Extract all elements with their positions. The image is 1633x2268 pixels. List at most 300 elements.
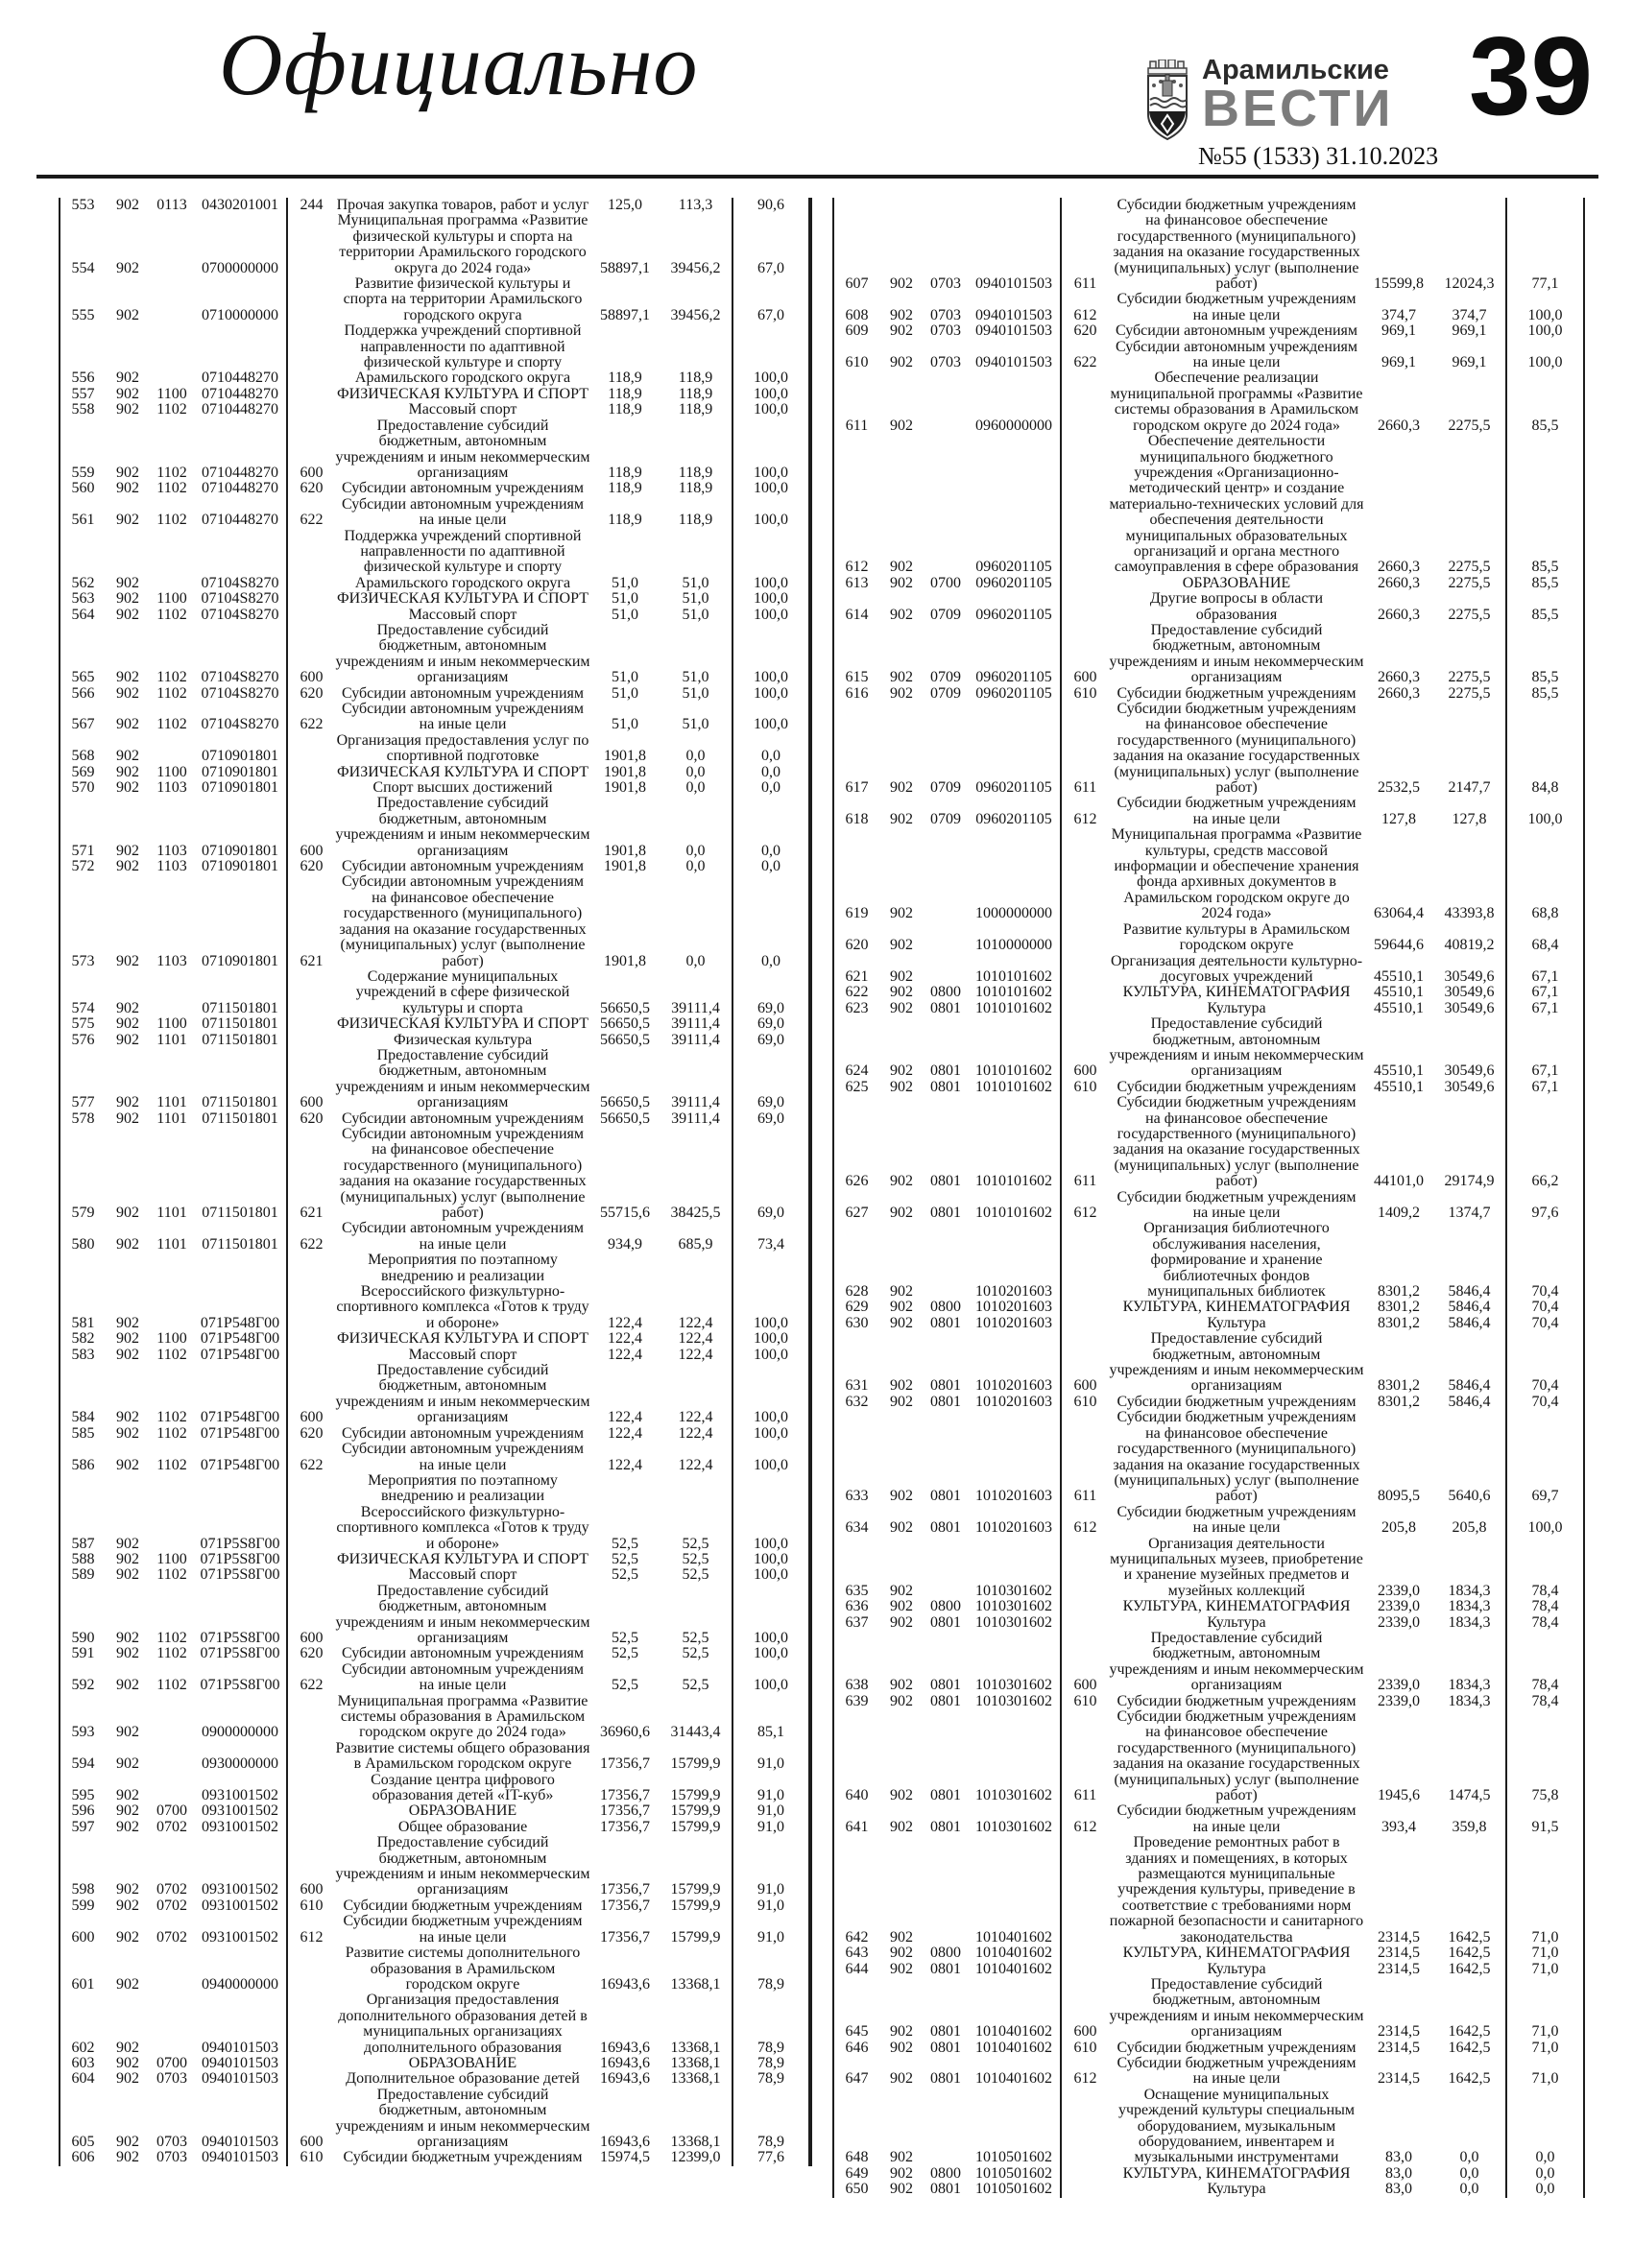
execution-percent-cell: 67,1 bbox=[1506, 1001, 1584, 1016]
table-row bbox=[833, 1300, 1584, 1315]
expense-type-cell: 620 bbox=[1061, 323, 1109, 339]
section-code-cell: 1102 bbox=[156, 480, 187, 497]
target-article-cell: 1010401602 bbox=[975, 1945, 1052, 1962]
expense-type-cell bbox=[287, 1348, 335, 1363]
execution-percent-cell: 85,5 bbox=[1506, 434, 1584, 576]
approved-amount-cell: 8301,2 bbox=[1378, 1299, 1420, 1316]
table-row bbox=[60, 1567, 810, 1583]
table-row bbox=[60, 402, 810, 418]
approved-amount-cell: 374,7 bbox=[1381, 306, 1416, 323]
row-number-cell: 564 bbox=[71, 606, 95, 623]
expense-type-cell bbox=[287, 529, 335, 592]
row-number-cell: 616 bbox=[845, 684, 869, 702]
coat-of-arms-icon bbox=[1144, 60, 1192, 142]
table-row bbox=[833, 922, 1584, 954]
row-number-cell: 622 bbox=[845, 984, 869, 1001]
row-number-cell: 596 bbox=[71, 1802, 95, 1820]
expense-name-cell: Обеспечение деятельности муниципального бюджетного учреждения «Организационно-методический центр» и создание материально-технических условий для обеспечения деятельности муниципальных образовательных организаций и органа местного самоуправления в сфере образования bbox=[1109, 433, 1364, 576]
executed-amount-cell: 122,4 bbox=[678, 1346, 713, 1363]
execution-percent-cell: 77,1 bbox=[1506, 198, 1584, 292]
execution-percent-cell: 100,0 bbox=[732, 1552, 810, 1567]
approved-amount-cell: 58897,1 bbox=[600, 306, 650, 323]
row-number-cell: 562 bbox=[71, 574, 95, 591]
executed-amount-cell: 205,8 bbox=[1452, 1519, 1487, 1537]
execution-percent-cell: 100,0 bbox=[732, 608, 810, 623]
executed-amount-cell: 15799,9 bbox=[670, 1928, 721, 1946]
executed-amount-cell: 39111,4 bbox=[671, 1094, 720, 1111]
execution-percent-cell: 78,4 bbox=[1506, 1631, 1584, 1694]
execution-percent-cell: 78,4 bbox=[1506, 1615, 1584, 1631]
row-number-cell: 610 bbox=[845, 354, 869, 371]
target-article-cell: 0710448270 bbox=[202, 480, 278, 497]
expense-type-cell: 600 bbox=[287, 1048, 335, 1111]
target-article-cell: 0710901801 bbox=[202, 952, 278, 969]
approved-amount-cell: 16943,6 bbox=[600, 2039, 650, 2056]
target-article-cell: 0931001502 bbox=[202, 1802, 278, 1820]
section-code-cell: 0700 bbox=[156, 2054, 187, 2071]
row-number-cell: 635 bbox=[845, 1582, 869, 1599]
grbs-code-cell: 902 bbox=[116, 1409, 139, 1426]
expense-type-cell bbox=[1061, 591, 1109, 623]
expense-name-cell: Мероприятия по поэтапному внедрению и реализации Всероссийского физкультурно-спортивного комплекса «Готов к труду и обороне» bbox=[336, 1471, 589, 1552]
approved-amount-cell: 2660,3 bbox=[1378, 669, 1420, 686]
expense-name-cell: Оснащение муниципальных учреждений культуры специальным оборудованием, музыкальным оборудованием, инвентарем и музыкальными инструментами bbox=[1117, 2086, 1356, 2166]
table-row bbox=[833, 796, 1584, 827]
grbs-code-cell: 902 bbox=[116, 401, 139, 418]
expense-type-cell: 612 bbox=[1061, 1803, 1109, 1835]
grbs-code-cell: 902 bbox=[116, 2070, 139, 2088]
expense-name-cell: Организация деятельности культурно-досуговых учреждений bbox=[1110, 952, 1363, 985]
execution-percent-cell: 66,2 bbox=[1506, 1095, 1584, 1189]
execution-percent-cell: 100,0 bbox=[732, 686, 810, 702]
executed-amount-cell: 122,4 bbox=[678, 1424, 713, 1442]
approved-amount-cell: 58897,1 bbox=[600, 259, 650, 276]
expense-type-cell: 611 bbox=[1061, 1095, 1109, 1189]
executed-amount-cell: 2275,5 bbox=[1448, 574, 1491, 591]
table-row bbox=[60, 591, 810, 607]
target-article-cell: 0711501801 bbox=[202, 1205, 278, 1221]
expense-name-cell: Культура bbox=[1207, 1613, 1266, 1631]
executed-amount-cell: 2275,5 bbox=[1448, 669, 1491, 686]
executed-amount-cell: 51,0 bbox=[682, 574, 709, 591]
section-code-cell bbox=[150, 1741, 194, 1773]
expense-name-cell: Субсидии бюджетным учреждениям на финансовое обеспечение государственного (муниципального) задания на оказание государственных (муниципальных) услуг (выполнение работ) bbox=[1113, 197, 1360, 293]
expense-name-cell: Культура bbox=[1207, 1960, 1266, 1977]
executed-amount-cell: 1834,3 bbox=[1448, 1677, 1491, 1694]
section-code-cell: 0801 bbox=[930, 1519, 961, 1537]
table-row bbox=[60, 497, 810, 529]
row-number-cell: 613 bbox=[845, 574, 869, 591]
executed-amount-cell: 1474,5 bbox=[1448, 1787, 1491, 1804]
expense-type-cell bbox=[287, 608, 335, 623]
row-number-cell: 591 bbox=[71, 1645, 95, 1662]
section-code-cell: 1102 bbox=[156, 512, 187, 529]
table-row bbox=[60, 1914, 810, 1946]
target-article-cell: 0960201105 bbox=[975, 684, 1052, 702]
row-number-cell: 558 bbox=[71, 401, 95, 418]
expense-name-cell: Массовый спорт bbox=[408, 401, 517, 418]
section-code-cell: 1102 bbox=[156, 1456, 187, 1473]
executed-amount-cell: 118,9 bbox=[678, 385, 713, 402]
target-article-cell: 1000000000 bbox=[975, 905, 1052, 922]
executed-amount-cell: 12024,3 bbox=[1444, 275, 1495, 293]
section-code-cell: 0801 bbox=[930, 1314, 961, 1331]
target-article-cell: 07104S8270 bbox=[201, 590, 279, 608]
target-article-cell: 0711501801 bbox=[202, 1110, 278, 1127]
row-number-cell: 644 bbox=[845, 1960, 869, 1977]
target-article-cell: 0940101503 bbox=[975, 354, 1052, 371]
section-code-cell: 0700 bbox=[156, 1802, 187, 1820]
target-article-cell: 07104S8270 bbox=[201, 606, 279, 623]
row-number-cell: 555 bbox=[71, 306, 95, 323]
grbs-code-cell: 902 bbox=[890, 1787, 913, 1804]
section-code-cell: 1103 bbox=[156, 952, 187, 969]
execution-percent-cell: 100,0 bbox=[732, 418, 810, 482]
executed-amount-cell: 0,0 bbox=[685, 748, 706, 765]
section-code-cell: 0709 bbox=[930, 684, 961, 702]
grbs-code-cell: 902 bbox=[890, 1205, 913, 1221]
row-number-cell: 590 bbox=[71, 1629, 95, 1646]
section-code-cell: 0801 bbox=[930, 1960, 961, 1977]
row-number-cell: 570 bbox=[71, 779, 95, 797]
expense-name-cell: ФИЗИЧЕСКАЯ КУЛЬТУРА И СПОРТ bbox=[337, 1330, 588, 1348]
expense-name-cell: Предоставление субсидий бюджетным, автономным учреждениям и иным некоммерческим организациям bbox=[1109, 1015, 1364, 1080]
expense-name-cell: Мероприятия по поэтапному внедрению и реализации Всероссийского физкультурно-спортивного комплекса «Готов к труду и обороне» bbox=[336, 1252, 589, 1331]
target-article-cell: 1010301602 bbox=[975, 1692, 1052, 1709]
grbs-code-cell: 902 bbox=[116, 1550, 139, 1567]
row-number-cell: 576 bbox=[71, 1031, 95, 1048]
expense-name-cell: Субсидии автономным учреждениям на иные цели bbox=[341, 495, 585, 529]
target-article-cell: 07104S8270 bbox=[201, 669, 279, 686]
target-article-cell: 0940101503 bbox=[202, 2039, 278, 2056]
expense-name-cell: Субсидии бюджетным учреждениям bbox=[1117, 2039, 1357, 2056]
executed-amount-cell: 2275,5 bbox=[1448, 684, 1491, 702]
executed-amount-cell: 2275,5 bbox=[1448, 417, 1491, 434]
execution-percent-cell: 85,5 bbox=[1506, 591, 1584, 623]
executed-amount-cell: 52,5 bbox=[682, 1550, 709, 1567]
execution-percent-cell: 70,4 bbox=[1506, 1316, 1584, 1331]
executed-amount-cell: 118,9 bbox=[678, 370, 713, 387]
executed-amount-cell: 52,5 bbox=[682, 1677, 709, 1694]
executed-amount-cell: 30549,6 bbox=[1444, 984, 1495, 1001]
execution-percent-cell: 84,8 bbox=[1506, 702, 1584, 796]
grbs-code-cell: 902 bbox=[890, 1818, 913, 1835]
expense-type-cell: 612 bbox=[1061, 1190, 1109, 1222]
table-row bbox=[833, 623, 1584, 686]
table-row bbox=[60, 1773, 810, 1804]
expense-type-cell bbox=[1061, 2182, 1109, 2197]
section-code-cell: 1102 bbox=[156, 1346, 187, 1363]
expense-name-cell: Содержание муниципальных учреждений в сфере физической культуры и спорта bbox=[355, 967, 570, 1016]
approved-amount-cell: 52,5 bbox=[612, 1677, 638, 1694]
section-code-cell: 1102 bbox=[156, 1409, 187, 1426]
expense-type-cell: 600 bbox=[287, 623, 335, 686]
grbs-code-cell: 902 bbox=[890, 669, 913, 686]
execution-percent-cell: 67,1 bbox=[1506, 985, 1584, 1000]
table-row bbox=[60, 1662, 810, 1694]
execution-percent-cell: 67,1 bbox=[1506, 954, 1584, 986]
row-number-cell: 625 bbox=[845, 1078, 869, 1095]
approved-amount-cell: 2660,3 bbox=[1378, 417, 1420, 434]
approved-amount-cell: 83,0 bbox=[1385, 2149, 1412, 2166]
grbs-code-cell: 902 bbox=[890, 306, 913, 323]
execution-percent-cell: 69,0 bbox=[732, 1111, 810, 1127]
section-code-cell: 0800 bbox=[930, 2164, 961, 2182]
expense-name-cell: Организация предоставления услуг по спортивной подготовке bbox=[336, 731, 589, 765]
row-number-cell: 593 bbox=[71, 1724, 95, 1741]
target-article-cell: 0960201105 bbox=[975, 810, 1052, 827]
section-code-cell bbox=[150, 733, 194, 765]
expense-name-cell: Предоставление субсидий бюджетным, автономным учреждениям и иным некоммерческим организациям bbox=[335, 2086, 590, 2150]
executed-amount-cell: 15799,9 bbox=[670, 1881, 721, 1898]
execution-percent-cell: 70,4 bbox=[1506, 1221, 1584, 1300]
expense-type-cell: 610 bbox=[1061, 1080, 1109, 1095]
row-number-cell: 624 bbox=[845, 1062, 869, 1080]
table-row bbox=[60, 213, 810, 276]
approved-amount-cell: 17356,7 bbox=[600, 1881, 650, 1898]
expense-type-cell: 620 bbox=[287, 1111, 335, 1127]
executed-amount-cell: 969,1 bbox=[1452, 354, 1487, 371]
executed-amount-cell: 15799,9 bbox=[670, 1802, 721, 1820]
executed-amount-cell: 13368,1 bbox=[670, 2133, 721, 2150]
grbs-code-cell: 902 bbox=[116, 1881, 139, 1898]
table-row bbox=[60, 1803, 810, 1819]
expense-name-cell: Поддержка учреждений спортивной направленности по адаптивной физической культуре и спорту Арамильского городского округа bbox=[344, 527, 582, 591]
execution-percent-cell: 70,4 bbox=[1506, 1395, 1584, 1410]
execution-percent-cell: 0,0 bbox=[1506, 2088, 1584, 2166]
section-code-cell: 1102 bbox=[156, 669, 187, 686]
row-number-cell: 599 bbox=[71, 1897, 95, 1914]
expense-type-cell bbox=[1061, 1962, 1109, 1977]
row-number-cell: 633 bbox=[845, 1488, 869, 1505]
execution-percent-cell: 71,0 bbox=[1506, 2041, 1584, 2056]
target-article-cell: 071P548Г00 bbox=[200, 1346, 280, 1363]
approved-amount-cell: 51,0 bbox=[612, 574, 638, 591]
table-row bbox=[60, 198, 810, 213]
newspaper-name bbox=[1202, 55, 1394, 137]
grbs-code-cell: 902 bbox=[890, 905, 913, 922]
expense-type-cell: 622 bbox=[1061, 340, 1109, 371]
approved-amount-cell: 51,0 bbox=[612, 590, 638, 608]
execution-percent-cell: 100,0 bbox=[1506, 323, 1584, 339]
section-code-cell: 0801 bbox=[930, 1078, 961, 1095]
grbs-code-cell: 902 bbox=[116, 842, 139, 859]
execution-percent-cell: 69,0 bbox=[732, 1048, 810, 1111]
executed-amount-cell: 118,9 bbox=[678, 480, 713, 497]
target-article-cell: 0711501801 bbox=[202, 1031, 278, 1048]
target-article-cell: 0710000000 bbox=[202, 306, 278, 323]
grbs-code-cell: 902 bbox=[116, 1456, 139, 1473]
expense-type-cell bbox=[287, 1253, 335, 1331]
expense-name-cell: ФИЗИЧЕСКАЯ КУЛЬТУРА И СПОРТ bbox=[337, 763, 588, 780]
target-article-cell: 1010101602 bbox=[975, 999, 1052, 1016]
table-row bbox=[833, 1615, 1584, 1631]
grbs-code-cell: 902 bbox=[890, 322, 913, 340]
expense-name-cell: Субсидии бюджетным учреждениям на иные цели bbox=[343, 1913, 583, 1946]
row-number-cell: 580 bbox=[71, 1235, 95, 1253]
expense-type-cell bbox=[287, 733, 335, 765]
grbs-code-cell: 902 bbox=[890, 2023, 913, 2041]
target-article-cell: 1010501602 bbox=[975, 2149, 1052, 2166]
grbs-code-cell: 902 bbox=[116, 1645, 139, 1662]
grbs-code-cell: 902 bbox=[890, 2070, 913, 2088]
approved-amount-cell: 1901,8 bbox=[604, 842, 646, 859]
expense-type-cell: 611 bbox=[1061, 1709, 1109, 1803]
approved-amount-cell: 125,0 bbox=[608, 197, 642, 213]
expense-name-cell: Предоставление субсидий бюджетным, автономным учреждениям и иным некоммерческим организациям bbox=[1109, 1330, 1364, 1395]
target-article-cell: 0710901801 bbox=[202, 858, 278, 875]
approved-amount-cell: 16943,6 bbox=[600, 2054, 650, 2071]
expense-name-cell: Субсидии автономным учреждениям bbox=[341, 858, 585, 875]
section-code-cell: 1102 bbox=[156, 1677, 187, 1694]
section-code-cell: 0703 bbox=[930, 306, 961, 323]
approved-amount-cell: 2660,3 bbox=[1378, 559, 1420, 576]
expense-type-cell bbox=[287, 1016, 335, 1032]
section-code-cell: 0800 bbox=[930, 984, 961, 1001]
grbs-code-cell: 902 bbox=[116, 999, 139, 1016]
grbs-code-cell: 902 bbox=[116, 1629, 139, 1646]
table-row bbox=[833, 1016, 1584, 1080]
executed-amount-cell: 30549,6 bbox=[1444, 967, 1495, 985]
target-article-cell: 1010301602 bbox=[975, 1787, 1052, 1804]
executed-amount-cell: 51,0 bbox=[682, 590, 709, 608]
execution-percent-cell: 100,0 bbox=[1506, 796, 1584, 827]
section-code-cell: 1100 bbox=[156, 763, 187, 780]
executed-amount-cell: 969,1 bbox=[1452, 322, 1487, 340]
approved-amount-cell: 122,4 bbox=[608, 1314, 642, 1331]
executed-amount-cell: 1642,5 bbox=[1448, 1945, 1491, 1962]
section-code-cell: 0709 bbox=[930, 606, 961, 623]
execution-percent-cell: 100,0 bbox=[732, 1331, 810, 1347]
approved-amount-cell: 59644,6 bbox=[1374, 937, 1424, 954]
executed-amount-cell: 122,4 bbox=[678, 1456, 713, 1473]
approved-amount-cell: 45510,1 bbox=[1374, 1078, 1424, 1095]
executed-amount-cell: 51,0 bbox=[682, 606, 709, 623]
budget-table-right bbox=[832, 198, 1585, 2198]
table-row bbox=[60, 481, 810, 496]
executed-amount-cell: 15799,9 bbox=[670, 1787, 721, 1804]
expense-type-cell bbox=[1061, 1001, 1109, 1016]
target-article-cell: 071P5S8Г00 bbox=[200, 1645, 280, 1662]
section-code-cell: 0801 bbox=[930, 2023, 961, 2041]
row-number-cell: 638 bbox=[845, 1677, 869, 1694]
expense-type-cell: 600 bbox=[287, 796, 335, 859]
grbs-code-cell: 902 bbox=[890, 967, 913, 985]
execution-percent-cell: 71,0 bbox=[1506, 1977, 1584, 2041]
table-row bbox=[60, 418, 810, 482]
expense-name-cell: Спорт высших достижений bbox=[372, 779, 553, 797]
row-number-cell: 612 bbox=[845, 559, 869, 576]
grbs-code-cell: 902 bbox=[890, 2149, 913, 2166]
row-number-cell: 584 bbox=[71, 1409, 95, 1426]
execution-percent-cell: 70,4 bbox=[1506, 1331, 1584, 1395]
expense-type-cell bbox=[1061, 1946, 1109, 1961]
expense-type-cell: 600 bbox=[1061, 623, 1109, 686]
grbs-code-cell: 902 bbox=[890, 984, 913, 1001]
approved-amount-cell: 393,4 bbox=[1381, 1818, 1416, 1835]
table-row bbox=[833, 686, 1584, 702]
execution-percent-cell: 70,4 bbox=[1506, 1300, 1584, 1315]
row-number-cell: 589 bbox=[71, 1566, 95, 1584]
target-article-cell: 0960201105 bbox=[975, 559, 1052, 576]
execution-percent-cell: 71,0 bbox=[1506, 1962, 1584, 1977]
table-row bbox=[833, 1631, 1584, 1694]
execution-percent-cell: 100,0 bbox=[732, 402, 810, 418]
row-number-cell: 649 bbox=[845, 2164, 869, 2182]
row-number-cell: 557 bbox=[71, 385, 95, 402]
expense-type-cell bbox=[287, 1803, 335, 1819]
grbs-code-cell: 902 bbox=[116, 779, 139, 797]
expense-type-cell bbox=[287, 213, 335, 276]
expense-name-cell: КУЛЬТУРА, КИНЕМАТОГРАФИЯ bbox=[1122, 1945, 1351, 1962]
row-number-cell: 585 bbox=[71, 1424, 95, 1442]
approved-amount-cell: 56650,5 bbox=[600, 1031, 650, 1048]
executed-amount-cell: 39456,2 bbox=[670, 306, 721, 323]
target-article-cell: 1010101602 bbox=[975, 1205, 1052, 1221]
row-number-cell: 597 bbox=[71, 1818, 95, 1835]
grbs-code-cell: 902 bbox=[116, 952, 139, 969]
executed-amount-cell: 122,4 bbox=[678, 1330, 713, 1348]
grbs-code-cell: 902 bbox=[116, 1094, 139, 1111]
executed-amount-cell: 118,9 bbox=[678, 464, 713, 481]
target-article-cell: 1010201603 bbox=[975, 1314, 1052, 1331]
section-code-cell bbox=[150, 213, 194, 276]
target-article-cell: 0940101503 bbox=[202, 2133, 278, 2150]
execution-percent-cell: 100,0 bbox=[732, 497, 810, 529]
row-number-cell: 626 bbox=[845, 1173, 869, 1190]
expense-type-cell bbox=[287, 1033, 335, 1048]
grbs-code-cell: 902 bbox=[890, 1393, 913, 1410]
executed-amount-cell: 52,5 bbox=[682, 1566, 709, 1584]
target-article-cell: 071P5S8Г00 bbox=[200, 1550, 280, 1567]
target-article-cell: 0711501801 bbox=[202, 1094, 278, 1111]
expense-name-cell: Культура bbox=[1207, 999, 1266, 1016]
grbs-code-cell: 902 bbox=[890, 2181, 913, 2198]
executed-amount-cell: 1834,3 bbox=[1448, 1598, 1491, 1615]
table-row bbox=[60, 1898, 810, 1914]
target-article-cell: 0710901801 bbox=[202, 842, 278, 859]
expense-type-cell: 622 bbox=[287, 1442, 335, 1473]
grbs-code-cell: 902 bbox=[116, 1724, 139, 1741]
section-code-cell: 1102 bbox=[156, 716, 187, 733]
approved-amount-cell: 2314,5 bbox=[1378, 2070, 1420, 2088]
approved-amount-cell: 2339,0 bbox=[1378, 1677, 1420, 1694]
expense-type-cell bbox=[287, 387, 335, 402]
expense-type-cell bbox=[1061, 1615, 1109, 1631]
section-code-cell: 0709 bbox=[930, 779, 961, 797]
executed-amount-cell: 685,9 bbox=[678, 1235, 713, 1253]
table-row bbox=[833, 323, 1584, 339]
row-number-cell: 615 bbox=[845, 669, 869, 686]
executed-amount-cell: 5640,6 bbox=[1448, 1488, 1491, 1505]
row-number-cell: 617 bbox=[845, 779, 869, 797]
table-row bbox=[60, 1048, 810, 1111]
executed-amount-cell: 1642,5 bbox=[1448, 2039, 1491, 2056]
execution-percent-cell: 69,0 bbox=[732, 1016, 810, 1032]
executed-amount-cell: 2147,7 bbox=[1448, 779, 1491, 797]
grbs-code-cell: 902 bbox=[890, 1283, 913, 1301]
grbs-code-cell: 902 bbox=[890, 1062, 913, 1080]
executed-amount-cell: 0,0 bbox=[1459, 2181, 1479, 2198]
expense-name-cell: Предоставление субсидий бюджетным, автономным учреждениям и иным некоммерческим организациям bbox=[335, 795, 590, 859]
row-number-cell: 565 bbox=[71, 669, 95, 686]
table-row bbox=[60, 1331, 810, 1347]
grbs-code-cell: 902 bbox=[116, 1677, 139, 1694]
expense-name-cell: Предоставление субсидий бюджетным, автономным учреждениям и иным некоммерческим организациям bbox=[335, 417, 590, 481]
section-code-cell: 0703 bbox=[156, 2070, 187, 2088]
expense-type-cell bbox=[1061, 985, 1109, 1000]
target-article-cell: 0940000000 bbox=[202, 1975, 278, 1993]
